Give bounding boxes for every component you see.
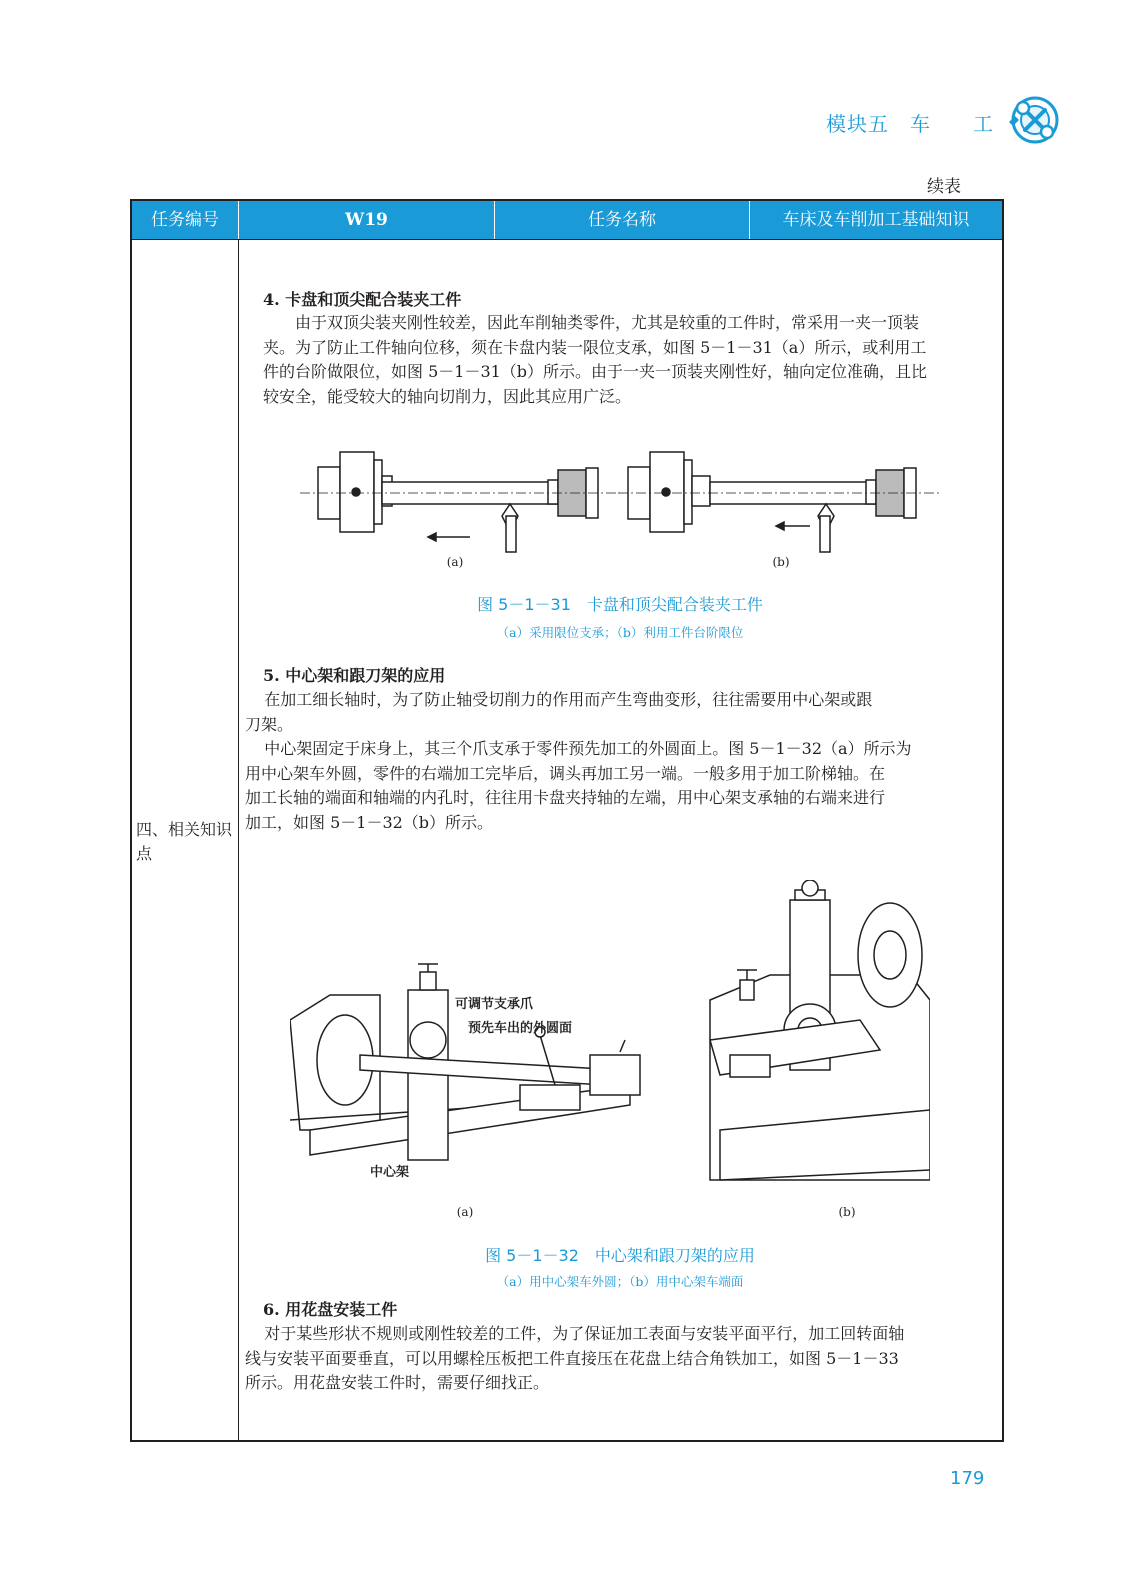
section-5-text <box>245 688 1000 836</box>
section-4-text <box>263 311 1003 409</box>
header-task-name-label: 任务名称 <box>495 201 750 239</box>
section-4-title: 4. 卡盘和顶尖配合装夹工件 <box>263 290 462 309</box>
figure-5-1-32 <box>290 880 930 1200</box>
fig31-label-b: (b) <box>772 555 790 569</box>
fig32-label-b: (b) <box>838 1205 856 1219</box>
header-task-number-label: 任务编号 <box>132 201 239 239</box>
side-label: 四、相关知识点 <box>136 820 233 863</box>
header-task-number-value: W19 <box>239 201 495 239</box>
text-line: 对于某些形状不规则或刚性较差的工件，为了保证加工表面与安装平面平行，加工回转面轴 <box>264 1324 905 1343</box>
header-task-name-value: 车床及车削加工基础知识 <box>782 210 970 230</box>
callout-pre-turned-surface: 预先车出的外圆面 <box>468 1021 573 1036</box>
text-line: 用中心架车外圆，零件的右端加工完毕后，调头再加工另一端。一般多用于加工阶梯轴。在 <box>245 763 886 783</box>
text-line: 刀架。 <box>245 714 294 734</box>
fig31-caption-subtitle: （a）采用限位支承；（b）利用工件台阶限位 <box>496 625 744 640</box>
text-line: 夹。为了防止工件轴向位移，须在卡盘内装一限位支承，如图 5－1－31（a）所示，或利用工 <box>263 337 927 357</box>
callout-steady-rest: 中心架 <box>370 1165 410 1180</box>
text-line: 线与安装平面要垂直，可以用螺栓压板把工件直接压在花盘上结合角铁加工，如图 5－1－33 <box>245 1348 899 1368</box>
text-line: 较安全，能受较大的轴向切削力，因此其应用广泛。 <box>263 386 632 406</box>
chuck-with-stop-diagram <box>318 452 598 552</box>
text-line: 加工，如图 5－1－32（b）所示。 <box>245 812 494 832</box>
page-number: 179 <box>950 1468 985 1489</box>
wrench-gear-icon <box>1003 92 1063 148</box>
text-line: 加工长轴的端面和轴端的内孔时，往往用卡盘夹持轴的左端，用中心架支承轴的右端来进行 <box>245 788 886 808</box>
fig32-label-a: (a) <box>456 1205 474 1219</box>
callout-adjustable-jaw: 可调节支承爪 <box>455 997 534 1012</box>
text-line: 所示。用花盘安装工件时，需要仔细找正。 <box>245 1373 550 1393</box>
text-line: 由于双顶尖装夹刚性较差，因此车削轴类零件，尤其是较重的工件时，常采用一夹一顶装 <box>295 313 920 332</box>
fig31-label-a: (a) <box>446 555 464 569</box>
figure-5-1-31 <box>300 440 950 555</box>
text-line: 在加工细长轴时，为了防止轴受切削力的作用而产生弯曲变形，往往需要用中心架或跟 <box>264 690 873 709</box>
steady-rest-face-diagram <box>710 880 930 1180</box>
fig32-caption-title: 图 5－1－32 中心架和跟刀架的应用 <box>485 1246 755 1265</box>
row-divider <box>132 239 1002 240</box>
chuck-with-shoulder-diagram <box>628 452 916 552</box>
text-line: 中心架固定于床身上，其三个爪支承于零件预先加工的外圆面上。图 5－1－32（a）所示为 <box>264 739 912 759</box>
module-title: 模块五 车 工 <box>826 112 994 136</box>
fig32-caption-subtitle: （a）用中心架车外圆；（b）用中心架车端面 <box>496 1274 744 1289</box>
section-6-title: 6. 用花盘安装工件 <box>263 1300 398 1319</box>
section-6-text <box>245 1322 1000 1396</box>
column-divider <box>238 239 239 1440</box>
section-5-title: 5. 中心架和跟刀架的应用 <box>263 666 446 685</box>
table-header-row <box>132 201 1002 239</box>
fig31-caption-title: 图 5－1－31 卡盘和顶尖配合装夹工件 <box>477 595 763 614</box>
continued-label: 续表 <box>927 177 961 197</box>
text-line: 件的台阶做限位，如图 5－1－31（b）所示。由于一夹一顶装夹刚性好，轴向定位准确，且比 <box>263 362 928 382</box>
